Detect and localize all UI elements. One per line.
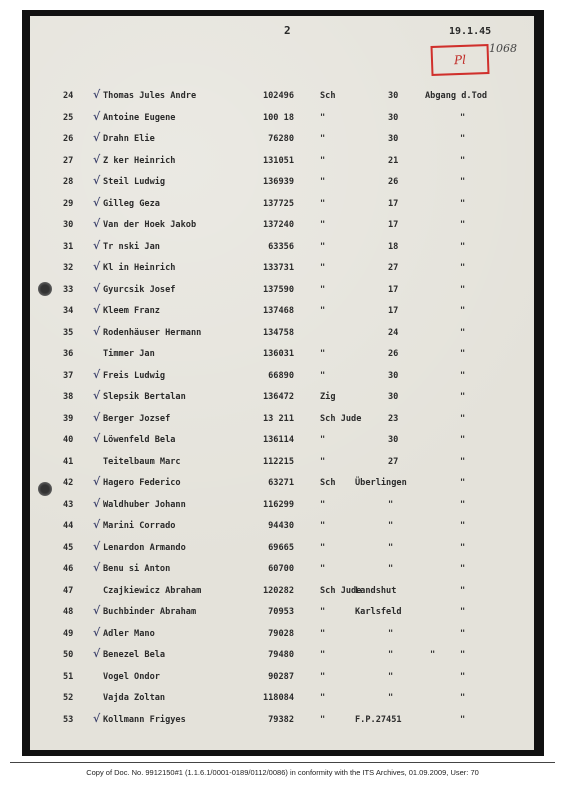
check-mark-icon: √ (93, 625, 101, 639)
category: " (320, 607, 326, 617)
ditto-mark: " (460, 327, 466, 338)
row-number: 26 (63, 134, 74, 144)
prisoner-name: Timmer Jan (103, 349, 155, 359)
ditto-mark: " (460, 112, 466, 123)
row-number: 34 (63, 306, 74, 316)
prisoner-name: Slepsik Bertalan (103, 392, 186, 402)
age-or-destination: 17 (388, 198, 399, 209)
table-row (30, 669, 534, 691)
row-number: 33 (63, 284, 74, 295)
prisoner-number: 70953 (268, 607, 294, 617)
age-or-destination: Karlsfeld (355, 607, 402, 617)
prisoner-number: 137468 (262, 306, 294, 316)
table-row (30, 368, 534, 390)
prisoner-number: 100 18 (262, 112, 294, 123)
age-or-destination: 30 (388, 91, 399, 101)
age-or-destination: Landshut (355, 585, 397, 596)
category: " (320, 284, 326, 295)
ditto-mark: " (460, 435, 466, 445)
category: " (320, 435, 326, 445)
prisoner-number: 69665 (268, 542, 294, 553)
row-number: 43 (63, 499, 74, 510)
row-number: 39 (63, 413, 74, 424)
prisoner-number: 63356 (268, 241, 294, 252)
table-row (30, 389, 534, 411)
row-number: 37 (63, 370, 74, 381)
age-or-destination: F.P.27451 (355, 714, 402, 725)
check-mark-icon: √ (93, 389, 101, 402)
age-or-destination: " (388, 542, 394, 553)
prisoner-name: Van der Hoek Jakob (103, 220, 197, 230)
prisoner-name: Gyurcsik Josef (103, 284, 176, 295)
category: Sch (320, 478, 336, 488)
age-or-destination: 30 (388, 134, 399, 144)
prisoner-number: 136939 (262, 177, 294, 187)
prisoner-number: 133731 (262, 263, 294, 273)
category: " (320, 370, 326, 381)
ditto-mark: " (460, 177, 466, 187)
prisoner-name: Waldhuber Johann (103, 499, 186, 510)
category: " (320, 521, 326, 531)
table-row (30, 604, 534, 626)
red-stamp: Pl (430, 44, 489, 76)
category: " (320, 241, 326, 252)
category: " (320, 263, 326, 273)
prisoner-number: 137590 (262, 284, 294, 295)
category: Sch (320, 91, 336, 101)
prisoner-list (30, 88, 534, 733)
ditto-mark: " (460, 392, 466, 402)
prisoner-name: Vogel Ondor (103, 671, 160, 682)
footer-divider (10, 762, 555, 763)
prisoner-number: 137240 (262, 220, 294, 230)
prisoner-number: 63271 (268, 478, 294, 488)
prisoner-name: Antoine Eugene (103, 112, 176, 123)
check-mark-icon: √ (93, 475, 101, 488)
row-number: 31 (63, 241, 74, 252)
table-row (30, 303, 534, 325)
table-row (30, 432, 534, 454)
remark: Abgang d.Tod (425, 91, 488, 101)
check-mark-icon: √ (93, 367, 101, 381)
row-number: 30 (63, 220, 74, 230)
category: " (320, 220, 326, 230)
category: " (320, 198, 326, 209)
ditto-mark: " (460, 370, 466, 381)
page-number: 2 (284, 24, 291, 37)
age-or-destination: 24 (388, 327, 399, 338)
age-or-destination: 27 (388, 263, 399, 273)
prisoner-name: Z ker Heinrich (103, 155, 176, 166)
table-row (30, 346, 534, 368)
ditto-mark: " (460, 714, 466, 725)
table-row (30, 475, 534, 497)
age-or-destination: 30 (388, 392, 399, 402)
prisoner-name: Czajkiewicz Abraham (103, 585, 202, 596)
age-or-destination: " (388, 671, 394, 682)
archive-footer: Copy of Doc. No. 9912150#1 (1.1.6.1/0001-0189/0112/0086) in conformity with the ITS Archives, 01.09.2009, User: 70 (86, 768, 479, 777)
category: " (320, 693, 326, 703)
check-mark-icon: √ (93, 238, 101, 252)
table-row (30, 647, 534, 669)
prisoner-name: Freis Ludwig (103, 370, 166, 381)
prisoner-number: 60700 (268, 564, 294, 574)
ditto-mark: " (460, 349, 466, 359)
prisoner-name: Benu si Anton (103, 564, 171, 574)
prisoner-number: 66890 (268, 370, 294, 381)
table-row (30, 454, 534, 476)
table-row (30, 110, 534, 132)
row-number: 47 (63, 585, 74, 596)
category: " (320, 542, 326, 553)
category: " (320, 564, 326, 574)
table-row (30, 626, 534, 648)
check-mark-icon: √ (93, 324, 101, 338)
row-number: 38 (63, 392, 74, 402)
prisoner-number: 79382 (268, 714, 294, 725)
row-number: 45 (63, 542, 74, 553)
ditto-mark: " (460, 413, 466, 424)
prisoner-number: 112215 (262, 456, 294, 467)
row-number: 29 (63, 198, 74, 209)
prisoner-name: Kollmann Frigyes (103, 714, 186, 725)
table-row (30, 88, 534, 110)
age-or-destination: " (388, 650, 394, 660)
category: Sch Jude (320, 413, 362, 424)
age-or-destination: 17 (388, 284, 399, 295)
table-row (30, 497, 534, 519)
category: Zig (320, 392, 336, 402)
prisoner-name: Kleem Franz (103, 306, 160, 316)
prisoner-name: Teitelbaum Marc (103, 456, 181, 467)
prisoner-number: 136472 (262, 392, 294, 402)
age-or-destination: 17 (388, 306, 399, 316)
age-or-destination: " (388, 564, 394, 574)
table-row (30, 260, 534, 282)
category: " (320, 650, 326, 660)
category: " (320, 112, 326, 123)
scanned-document (22, 10, 544, 756)
ditto-mark: " (460, 456, 466, 467)
row-number: 51 (63, 671, 74, 682)
check-mark-icon: √ (93, 195, 101, 209)
check-mark-icon: √ (93, 217, 101, 230)
ditto-mark: " (460, 263, 466, 273)
row-number: 40 (63, 435, 74, 445)
check-mark-icon: √ (93, 303, 101, 316)
prisoner-name: Adler Mano (103, 628, 155, 639)
prisoner-number: 120282 (262, 585, 294, 596)
row-number: 50 (63, 650, 74, 660)
prisoner-name: Löwenfeld Bela (103, 435, 176, 445)
check-mark-icon: √ (93, 711, 101, 725)
check-mark-icon: √ (93, 152, 101, 166)
table-row (30, 174, 534, 196)
category: " (320, 714, 326, 725)
prisoner-name: Marini Corrado (103, 521, 176, 531)
ditto-mark: " (460, 628, 466, 639)
prisoner-number: 131051 (262, 155, 294, 166)
ditto-mark: " (460, 585, 466, 596)
row-number: 46 (63, 564, 74, 574)
prisoner-name: Steil Ludwig (103, 177, 166, 187)
table-row (30, 561, 534, 583)
prisoner-name: Thomas Jules Andre (103, 91, 197, 101)
row-number: 24 (63, 91, 74, 101)
check-mark-icon: √ (93, 647, 101, 660)
age-or-destination: " (388, 521, 394, 531)
ditto-mark: " (460, 155, 466, 166)
check-mark-icon: √ (93, 131, 101, 144)
ditto-mark: " (460, 220, 466, 230)
prisoner-number: 102496 (262, 91, 294, 101)
table-row (30, 540, 534, 562)
check-mark-icon: √ (93, 432, 101, 445)
prisoner-name: Drahn Elie (103, 134, 155, 144)
row-number: 41 (63, 456, 74, 467)
prisoner-name: Hagero Federico (103, 478, 181, 488)
table-row (30, 131, 534, 153)
prisoner-number: 136114 (262, 435, 294, 445)
prisoner-name: Vajda Zoltan (103, 693, 166, 703)
prisoner-name: Rodenhäuser Hermann (103, 327, 202, 338)
age-or-destination: 17 (388, 220, 399, 230)
category: " (320, 499, 326, 510)
row-number: 28 (63, 177, 74, 187)
table-row (30, 690, 534, 712)
row-number: 35 (63, 327, 74, 338)
check-mark-icon: √ (93, 260, 101, 273)
ditto-mark: " (460, 671, 466, 682)
check-mark-icon: √ (93, 410, 101, 424)
check-mark-icon: √ (93, 281, 101, 295)
ditto-mark: " (460, 306, 466, 316)
table-row (30, 411, 534, 433)
table-row (30, 583, 534, 605)
prisoner-number: 136031 (262, 349, 294, 359)
row-number: 32 (63, 263, 74, 273)
prisoner-number: 76280 (268, 134, 294, 144)
prisoner-number: 79028 (268, 628, 294, 639)
check-mark-icon: √ (93, 604, 101, 617)
table-row (30, 217, 534, 239)
age-or-destination: 30 (388, 112, 399, 123)
prisoner-number: 118084 (262, 693, 294, 703)
category: " (320, 134, 326, 144)
prisoner-number: 137725 (262, 198, 294, 209)
age-or-destination: 26 (388, 177, 399, 187)
row-number: 36 (63, 349, 74, 359)
check-mark-icon: √ (93, 561, 101, 574)
category: " (320, 349, 326, 359)
ditto-mark: " (460, 564, 466, 574)
document-date: 19.1.45 (449, 26, 492, 37)
prisoner-name: Benezel Bela (103, 650, 166, 660)
age-or-destination: 18 (388, 241, 399, 252)
age-or-destination: 30 (388, 370, 399, 381)
prisoner-number: 116299 (262, 499, 294, 510)
age-or-destination: 30 (388, 435, 399, 445)
ditto-mark: " (460, 284, 466, 295)
ditto-mark: " (460, 499, 466, 510)
ditto-mark: " (460, 521, 466, 531)
prisoner-name: Lenardon Armando (103, 542, 186, 553)
ditto-mark: " (460, 241, 466, 252)
table-row (30, 518, 534, 540)
ditto-mark: " (460, 650, 466, 660)
ditto-mark: " (460, 693, 466, 703)
check-mark-icon: √ (93, 88, 101, 101)
category: " (320, 306, 326, 316)
row-number: 52 (63, 693, 74, 703)
table-row (30, 153, 534, 175)
check-mark-icon: √ (93, 518, 101, 531)
ditto-mark: " (460, 198, 466, 209)
handwritten-number: 1068 (489, 42, 517, 55)
category: " (320, 456, 326, 467)
prisoner-number: 134758 (262, 327, 294, 338)
row-number: 44 (63, 521, 74, 531)
prisoner-number: 94430 (268, 521, 294, 531)
category: Sch Jude (320, 585, 362, 596)
check-mark-icon: √ (93, 539, 101, 553)
category: " (320, 628, 326, 639)
check-mark-icon: √ (93, 496, 101, 510)
category: " (320, 671, 326, 682)
extra-ditto: " (430, 650, 436, 660)
check-mark-icon: √ (93, 109, 101, 123)
ditto-mark: " (460, 542, 466, 553)
age-or-destination: 21 (388, 155, 399, 166)
row-number: 25 (63, 112, 74, 123)
prisoner-name: Kl in Heinrich (103, 263, 176, 273)
ditto-mark: " (460, 478, 466, 488)
table-row (30, 712, 534, 734)
table-row (30, 196, 534, 218)
check-mark-icon: √ (93, 174, 101, 187)
prisoner-name: Berger Jozsef (103, 413, 171, 424)
row-number: 48 (63, 607, 74, 617)
table-row (30, 282, 534, 304)
prisoner-name: Gilleg Geza (103, 198, 160, 209)
row-number: 53 (63, 714, 74, 725)
prisoner-name: Buchbinder Abraham (103, 607, 197, 617)
age-or-destination: 23 (388, 413, 399, 424)
table-row (30, 325, 534, 347)
age-or-destination: " (388, 499, 394, 510)
ditto-mark: " (460, 607, 466, 617)
row-number: 27 (63, 155, 74, 166)
age-or-destination: 26 (388, 349, 399, 359)
category: " (320, 155, 326, 166)
category: " (320, 177, 326, 187)
row-number: 42 (63, 478, 74, 488)
prisoner-name: Tr nski Jan (103, 241, 160, 252)
age-or-destination: " (388, 693, 394, 703)
age-or-destination: 27 (388, 456, 399, 467)
ditto-mark: " (460, 134, 466, 144)
prisoner-number: 79480 (268, 650, 294, 660)
document-page (30, 16, 534, 750)
age-or-destination: " (388, 628, 394, 639)
row-number: 49 (63, 628, 74, 639)
age-or-destination: Überlingen (355, 478, 407, 488)
table-row (30, 239, 534, 261)
prisoner-number: 90287 (268, 671, 294, 682)
prisoner-number: 13 211 (262, 413, 294, 424)
